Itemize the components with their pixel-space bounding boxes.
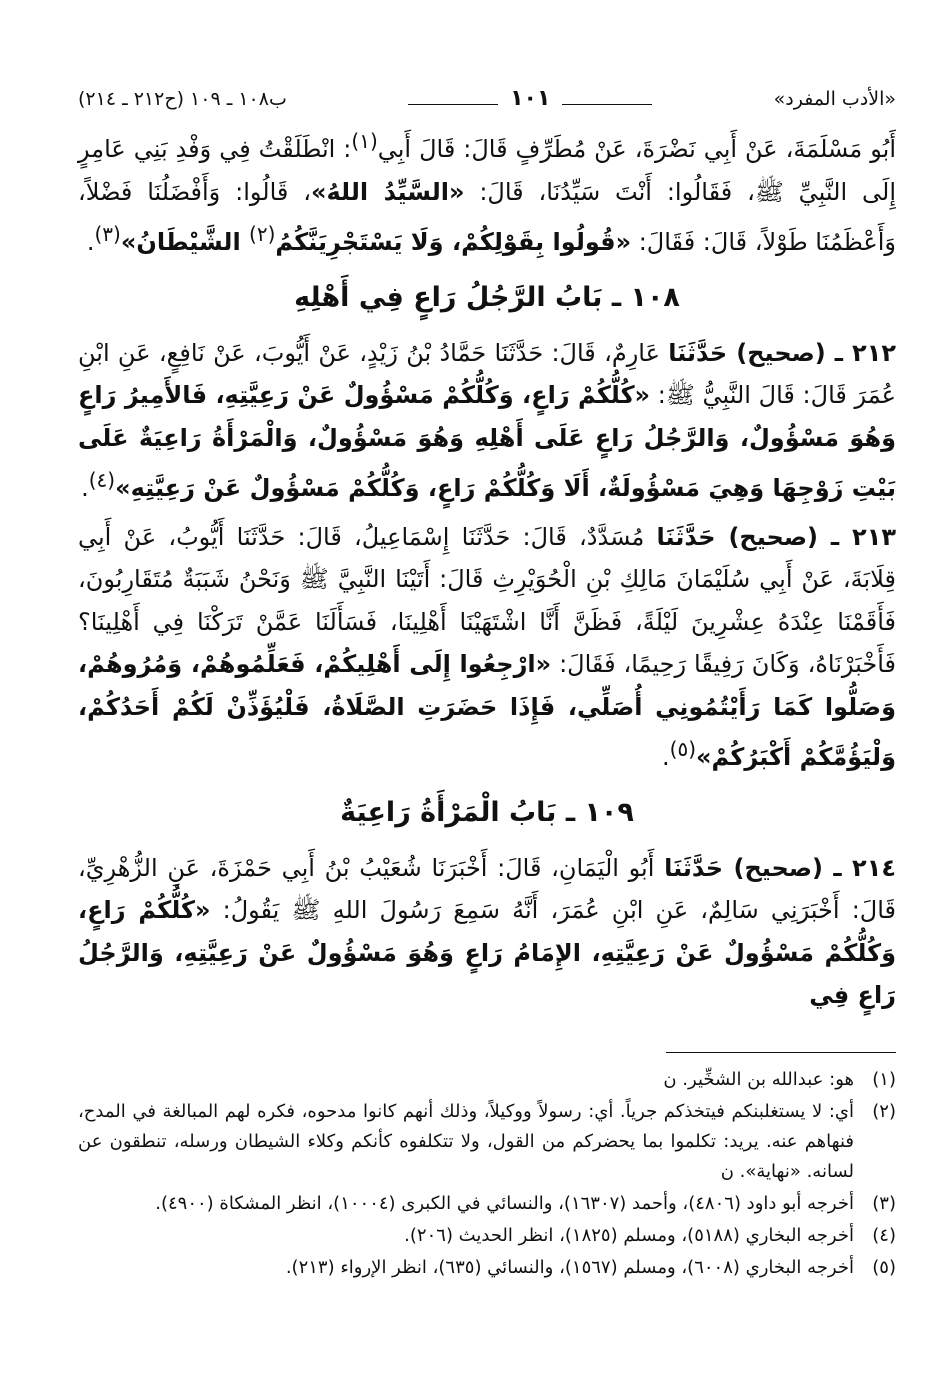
footnote-5 (78, 1253, 896, 1283)
footnote-text: أخرجه أبو داود (٤٨٠٦)، وأحمد (١٦٣٠٧)، والنسائي في الكبرى (١٠٠٠٤)، انظر المشكاة (٤٩٠٠). (155, 1193, 854, 1214)
text-run: . (662, 743, 670, 771)
footnote-text: أي: لا يستغلبنكم فيتخذكم جرياً. أي: رسولاً ووكيلاً، وذلك أنهم كانوا مدحوه، فكره لهم المبالغة في المدح، فنهاهم عنه. يريد: تكلموا بما يحضركم من القول، ولا تتكلفوه كأنكم وكلاء الشيطان ورسله، تنطقون عن لسانه. «نهاية». ن (78, 1101, 854, 1182)
text-run: : انْطَلَقْتُ فِي وَفْدِ بَنِي عَامِرٍ إِلَى النَّبِيِّ ﷺ، فَقَالُوا: أَنْتَ سَيِّدُنَا، قَالَ: (78, 135, 896, 206)
hadith-matn: «ارْجِعُوا إِلَى أَهْلِيكُمْ، فَعَلِّمُوهُمْ، وَمُرُوهُمْ، وَصَلُّوا كَمَا رَأَيْتُمُونِي أُصَلِّي، فَإِذَا حَضَرَتِ الصَّلَاةُ، فَلْيُؤَذِّنْ لَكُمْ أَحَدُكُمْ، وَلْيَؤُمَّكُمْ أَكْبَرُكُمْ» (78, 650, 896, 771)
footnote-text: هو: عبدالله بن الشخِّير. ن (663, 1069, 854, 1090)
footnote-number: (٥) (872, 1257, 896, 1278)
page-number-group (396, 85, 664, 113)
page (78, 84, 896, 1017)
hadith-number: ٢١٣ ـ (صحيح) (715, 522, 896, 551)
hadith-opener: حَدَّثَنَا (656, 522, 716, 551)
footnote-ref: (٤) (88, 468, 116, 492)
text-run: . (86, 228, 95, 256)
text-run: أَبُو مَسْلَمَةَ، عَنْ أَبِي نَضْرَةَ، عَنْ مُطَرِّفٍ قَالَ: قَالَ أَبِي (377, 135, 896, 163)
page-number: ١٠١ (510, 86, 551, 111)
hadith-opener: حَدَّثَنَا (668, 338, 728, 367)
footnote-ref: (٢) (249, 222, 276, 246)
footnote-1 (78, 1065, 896, 1095)
hadith-212 (78, 332, 896, 510)
footnote-ref: (٥) (669, 737, 697, 761)
hadith-opener: حَدَّثَنَا (664, 853, 724, 882)
hadith-matn: «كُلُّكُمْ رَاعٍ، وَكُلُّكُمْ مَسْؤُولٌ عَنْ رَعِيَّتِهِ، الإِمَامُ رَاعٍ وَهُوَ مَسْؤُولٌ عَنْ رَعِيَّتِهِ، وَالرَّجُلُ رَاعٍ فِي (78, 896, 896, 1009)
hadith-number: ٢١٢ ـ (صحيح) (727, 338, 896, 367)
footnote-2 (78, 1097, 896, 1187)
hadith-quote: الشَّيْطَانُ» (120, 228, 250, 256)
book-title: «الأدب المفرد» (773, 88, 896, 110)
hadith-quote: «السَّيِّدُ اللهُ» (310, 177, 465, 206)
footnote-3 (78, 1189, 896, 1219)
hadith-quote: «قُولُوا بِقَوْلِكُمْ، وَلَا يَسْتَجْرِيَنَّكُمُ (275, 228, 632, 256)
footnote-4 (78, 1221, 896, 1251)
chapter-heading-108: ١٠٨ ـ بَابُ الرَّجُلُ رَاعٍ فِي أَهْلِهِ (294, 281, 680, 313)
hadith-matn: «كُلُّكُمْ رَاعٍ، وَكُلُّكُمْ مَسْؤُولٌ عَنْ رَعِيَّتِهِ، فَالأَمِيرُ رَاعٍ وَهُوَ مَسْؤُولٌ، وَالرَّجُلُ رَاعٍ عَلَى أَهْلِهِ وَهُوَ مَسْؤُولٌ، وَالْمَرْأَةُ رَاعِيَةٌ عَلَى بَيْتِ زَوْجِهَا وَهِيَ مَسْؤُولَةٌ، أَلَا وَكُلُّكُمْ رَاعٍ، وَكُلُّكُمْ مَسْؤُولٌ عَنْ رَعِيَّتِهِ» (78, 381, 896, 502)
header-range: ب١٠٨ ـ ١٠٩ (ح٢١٢ ـ ٢١٤) (78, 88, 287, 110)
paragraph-continuation (78, 120, 896, 264)
hadith-number: ٢١٤ ـ (صحيح) (723, 853, 896, 882)
text-run: . (81, 474, 89, 502)
isnad-text: أَبُو الْيَمَانِ، قَالَ: أَخْبَرَنَا شُعَيْبُ بْنُ أَبِي حَمْزَةَ، عَنِ الزُّهْرِيِّ، قَالَ: أَخْبَرَنِي سَالِمٌ، عَنِ ابْنِ عُمَرَ، أَنَّهُ سَمِعَ رَسُولَ اللهِ ﷺ يَقُولُ: (78, 853, 897, 924)
isnad-text: عَارِمٌ، قَالَ: حَدَّثَنَا حَمَّادُ بْنُ زَيْدٍ، عَنْ أَيُّوبَ، عَنْ نَافِعٍ، عَنِ ابْنِ عُمَرَ قَالَ: قَالَ النَّبِيُّ ﷺ: (78, 338, 896, 409)
text-run: ، قَالُوا: وَأَفْضَلُنَا فَضْلاً، وَأَعْظَمُنَا طَوْلاً، قَالَ: فَقَالَ: (78, 177, 896, 256)
footnote-number: (٤) (872, 1225, 896, 1246)
footnote-text: أخرجه البخاري (٥١٨٨)، ومسلم (١٨٢٥)، انظر الحديث (٢٠٦). (404, 1225, 854, 1246)
running-head (78, 84, 896, 114)
footnote-ref: (١) (351, 129, 378, 153)
footnotes (78, 1052, 896, 1285)
hadith-213 (78, 516, 896, 779)
footnote-number: (١) (872, 1069, 896, 1090)
header-rule-left (408, 94, 498, 105)
footnote-text: أخرجه البخاري (٦٠٠٨)، ومسلم (١٥٦٧)، والنسائي (٦٣٥)، انظر الإرواء (٢١٣). (285, 1257, 854, 1278)
header-rule-right (562, 94, 652, 105)
chapter-heading-109: ١٠٩ ـ بَابُ الْمَرْأَةُ رَاعِيَةٌ (340, 796, 634, 828)
footnote-ref: (٣) (94, 222, 121, 246)
footnote-number: (٣) (872, 1193, 896, 1214)
footnote-number: (٢) (872, 1101, 896, 1122)
footnote-rule (666, 1052, 896, 1053)
isnad-text: مُسَدَّدٌ، قَالَ: حَدَّثَنَا إِسْمَاعِيلُ، قَالَ: حَدَّثَنَا أَيُّوبُ، عَنْ أَبِي قِلَابَةَ، عَنْ أَبِي سُلَيْمَانَ مَالِكِ بْنِ الْحُوَيْرِثِ قَالَ: أَتَيْنَا النَّبِيَّ ﷺ وَنَحْنُ شَبَبَةٌ مُتَقَارِبُونَ، فَأَقَمْنَا عِنْدَهُ عِشْرِينَ لَيْلَةً، فَظَنَّ أَنَّا اشْتَهَيْنَا أَهْلِينَا، فَسَأَلَنَا عَمَّنْ تَرَكْنَا فِي أَهْلِينَا؟ فَأَخْبَرْنَاهُ، وَكَانَ رَفِيقًا رَحِيمًا، فَقَالَ: (78, 522, 896, 678)
hadith-214 (78, 847, 896, 1017)
